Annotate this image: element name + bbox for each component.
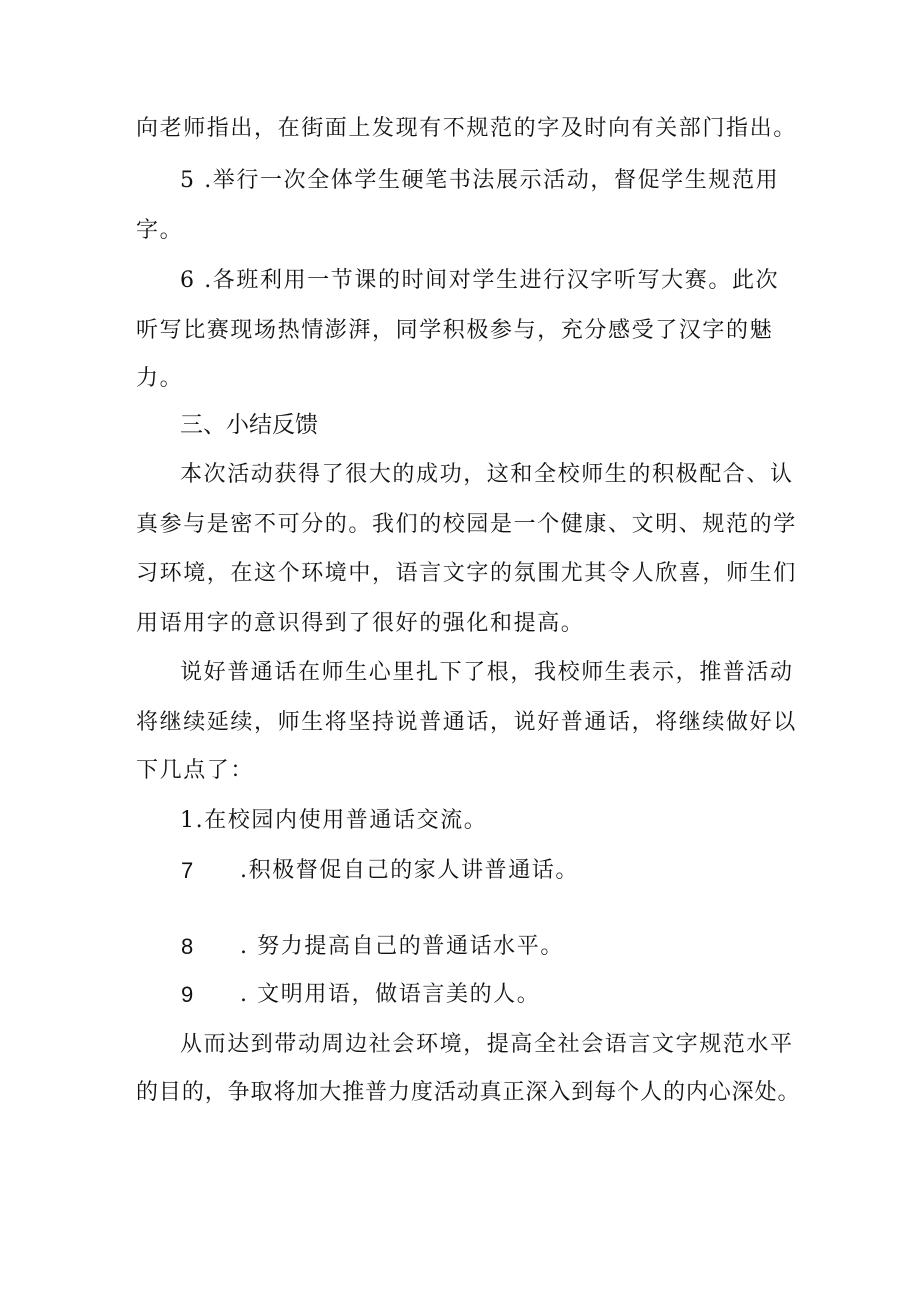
list-item-5-line: 5 .举行一次全体学生硬笔书法展示活动，督促学生规范用 [180, 168, 780, 193]
list-item-9-text: . 文明用语，做语言美的人。 [240, 982, 541, 1007]
summary-paragraph-line: 本次活动获得了很大的成功，这和全校师生的积极配合、认 [180, 462, 794, 487]
summary-paragraph-line: 习环境，在这个环境中，语言文字的氛围尤其令人欣喜，师生们 [136, 561, 797, 586]
list-item-6-line: 力。 [136, 366, 184, 391]
summary-paragraph-line: 真参与是密不可分的。我们的校园是一个健康、文明、规范的学 [136, 512, 797, 537]
list-item-5-line: 字。 [136, 218, 184, 243]
summary-paragraph-line: 用语用字的意识得到了很好的强化和提高。 [136, 611, 585, 636]
section-heading: 三、小结反馈 [180, 412, 318, 438]
list-item-7-number: 7 [181, 858, 194, 883]
list-item-9-number: 9 [181, 982, 194, 1007]
list-item-7-text: .积极督促自己的家人讲普通话。 [240, 858, 579, 883]
list-item-8-text: . 努力提高自己的普通话水平。 [240, 934, 564, 959]
list-item-6-line: 6 .各班利用一节课的时间对学生进行汉字听写大赛。此次 [180, 268, 780, 293]
paragraph-line: 向老师指出，在街面上发现有不规范的字及时向有关部门指出。 [136, 116, 797, 141]
list-item-1: 1.在校园内使用普通话交流。 [180, 808, 488, 833]
promotion-paragraph-line: 下几点了： [136, 758, 255, 783]
promotion-paragraph-line: 说好普通话在师生心里扎下了根，我校师生表示，推普活动 [180, 660, 794, 685]
promotion-paragraph-line: 将继续延续，师生将坚持说普通话，说好普通话，将继续做好以 [136, 710, 797, 735]
list-item-6-line: 听写比赛现场热情澎湃，同学积极参与，充分感受了汉字的魅 [136, 318, 774, 343]
list-item-8-number: 8 [181, 934, 194, 959]
closing-paragraph-line: 的目的，争取将加大推普力度活动真正深入到每个人的内心深处。 [136, 1080, 801, 1105]
closing-paragraph-line: 从而达到带动周边社会环境，提高全社会语言文字规范水平 [180, 1032, 794, 1057]
